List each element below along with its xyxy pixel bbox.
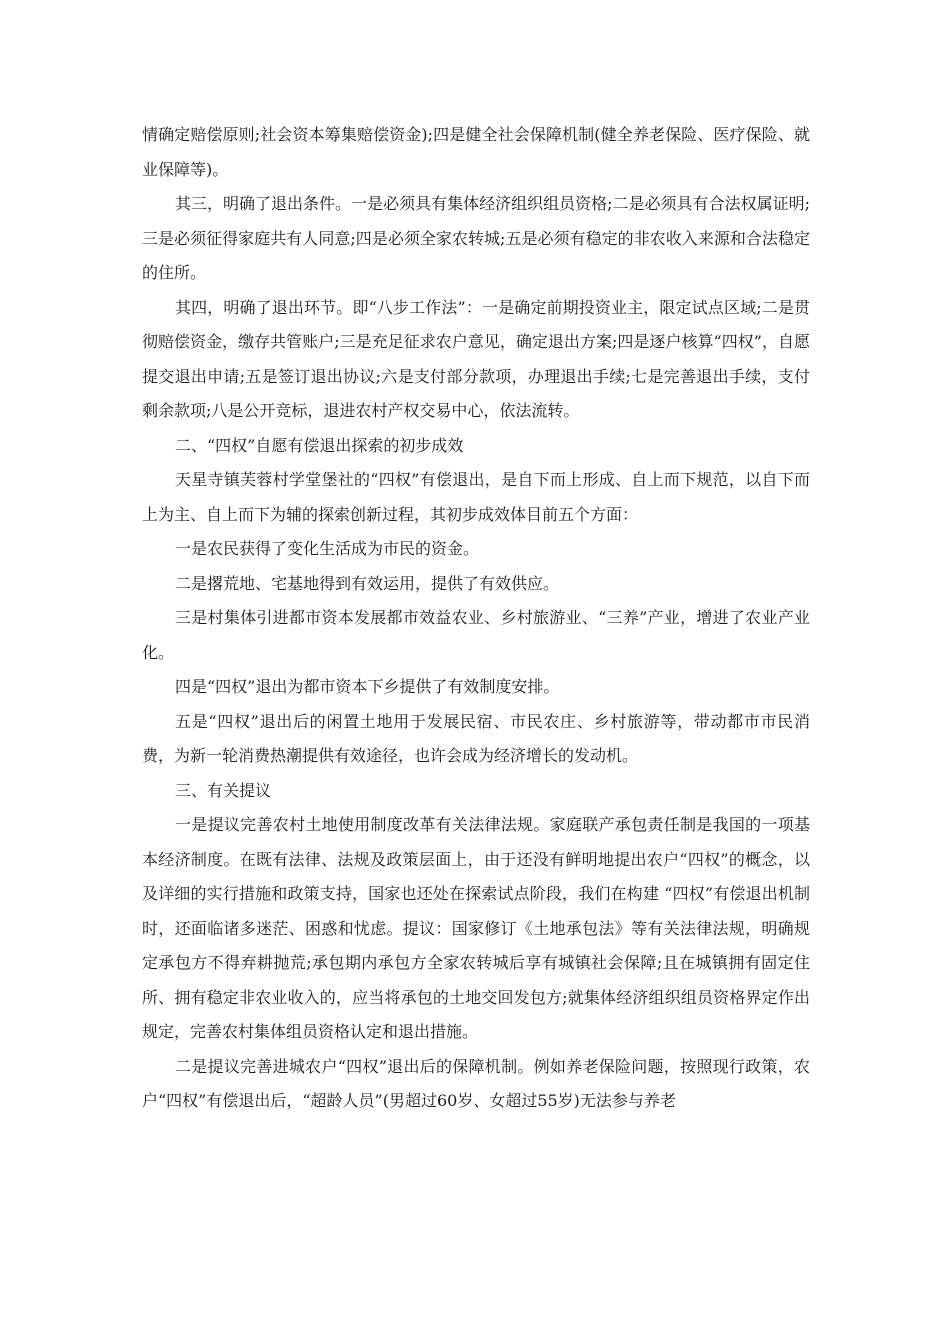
paragraph-continued: 情确定赔偿原则;社会资本筹集赔偿资金);四是健全社会保障机制(健全养老保险、医疗保险、就业保障等)。 [142,125,810,179]
paragraph-suggestion-1: 一是提议完善农村土地使用制度改革有关法律法规。家庭联产承包责任制是我国的一项基本经济制度。在既有法律、法规及政策层面上，由于还没有鲜明地提出农户“四权”的概念，以及详细的实行措施和政策支持，国家也还处在探索试点阶段，我们在构建 “四权”有偿退出机制时，还面临诸多迷茫、困惑和忧虑。提议：国家修订《土地承包法》等有关法律法规，明确规定承包方不得弃耕抛荒;承包期内承包方全家农转城后享有城镇社会保障;且在城镇拥有固定住所、拥有稳定非农业收入的，应当将承包的土地交回发包方;就集体经济组织组员资格界定作出规定，完善农村集体组员资格认定和退出措施。 [142,815,810,1041]
paragraph-result-1: 一是农民获得了变化生活成为市民的资金。 [175,539,480,558]
paragraph-result-4: 四是“四权”退出为都市资本下乡提供了有效制度安排。 [175,677,560,696]
document-page [142,118,810,1119]
paragraph-suggestion-2: 二是提议完善进城农户“四权”退出后的保障机制。例如养老保险问题，按照现行政策，农户“四权”有偿退出后，“超龄人员”(男超过60岁、女超过55岁)无法参与养老 [142,1056,810,1110]
paragraph-withdrawal-conditions: 其三，明确了退出条件。一是必须具有集体经济组织组员资格;二是必须具有合法权属证明;三是必须征得家庭共有人同意;四是必须全家农转城;五是必须有稳定的非农收入来源和合法稳定的住所。 [142,194,810,282]
paragraph-result-3: 三是村集体引进都市资本发展都市效益农业、乡村旅游业、“三养”产业，增进了农业产业化。 [142,608,810,662]
section-heading-results: 二、“四权”自愿有偿退出探索的初步成效 [175,435,464,455]
paragraph-result-5: 五是“四权”退出后的闲置土地用于发展民宿、市民农庄、乡村旅游等，带动都市市民消费，为新一轮消费热潮提供有效途径，也许会成为经济增长的发动机。 [142,711,810,765]
paragraph-result-2: 二是撂荒地、宅基地得到有效运用，提供了有效供应。 [175,573,560,593]
paragraph-results-intro: 天星寺镇芙蓉村学堂堡社的“四权”有偿退出，是自下而上形成、自上而下规范，以自下而上为主、自上而下为辅的探索创新过程，其初步成效体目前五个方面： [142,470,810,524]
section-heading-suggestions: 三、有关提议 [175,780,272,800]
paragraph-withdrawal-steps: 其四，明确了退出环节。即“八步工作法”：一是确定前期投资业主，限定试点区域;二是贯彻赔偿资金，缴存共管账户;三是充足征求农户意见，确定退出方案;四是逐户核算“四权”，自愿提交退出申请;五是签订退出协议;六是支付部分款项，办理退出手续;七是完善退出手续，支付剩余款项;八是公开竞标，退进农村产权交易中心，依法流转。 [142,297,810,420]
